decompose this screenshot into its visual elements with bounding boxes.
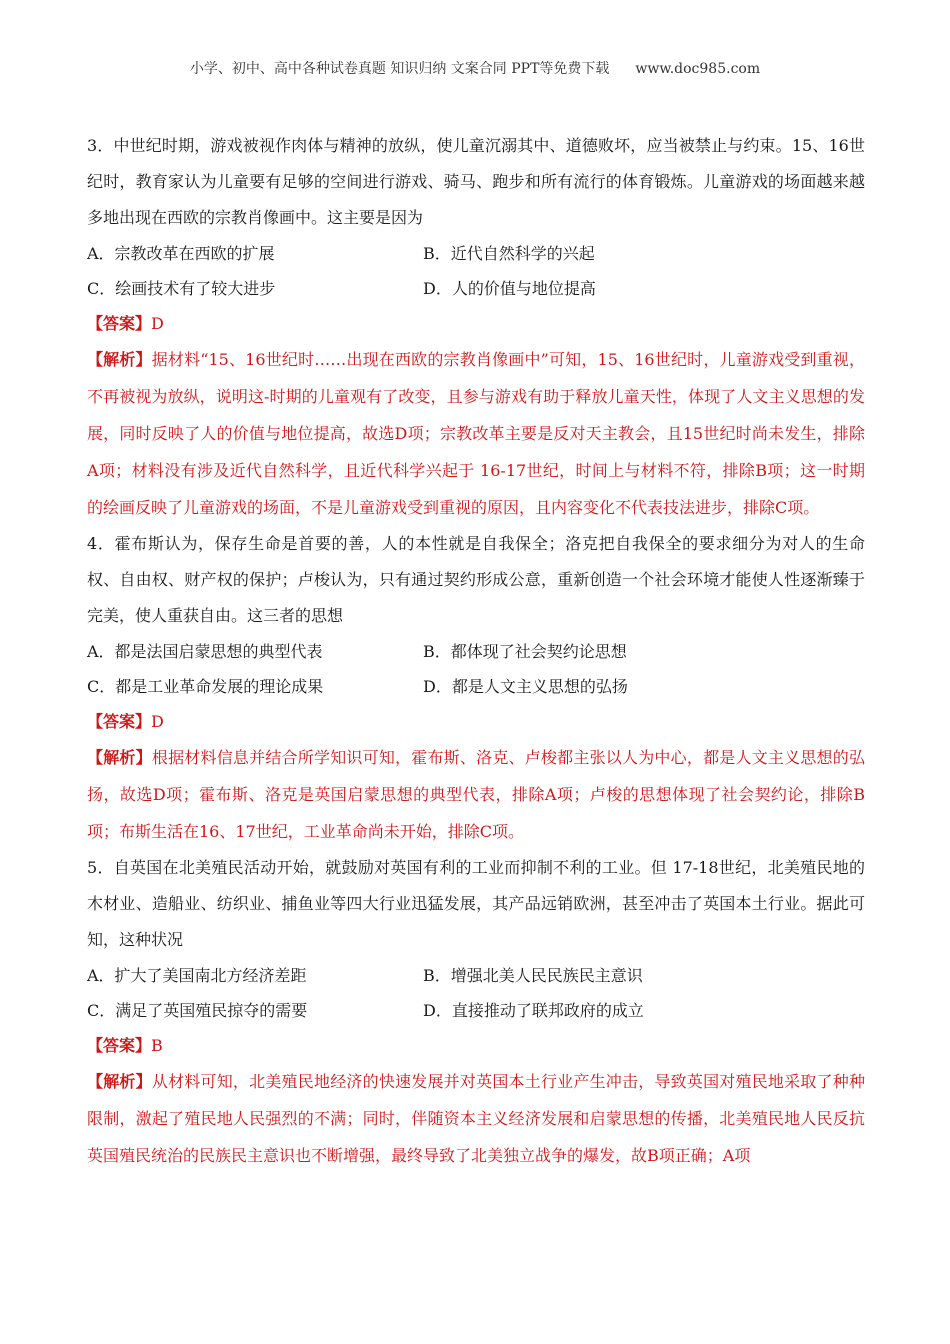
answer-value: D [151,712,164,731]
answer-line [87,306,865,341]
option-b: B．都体现了社会契约论思想 [423,642,627,661]
options-row [87,958,865,993]
question-stem: 3．中世纪时期，游戏被视作肉体与精神的放纵，使儿童沉溺其中、道德败坏，应当被禁止与约束。15、16世纪时，教育家认为儿童要有足够的空间进行游戏、骑马、跑步和所有流行的体育锻炼。儿童游戏的场面越来越多地出现在西欧的宗教肖像画中。这主要是因为 [87,136,865,227]
options-row [87,993,865,1028]
options-row [87,236,865,271]
option-d: D．直接推动了联邦政府的成立 [423,1001,644,1020]
question-stem: 5．自英国在北美殖民活动开始，就鼓励对英国有利的工业而抑制不利的工业。但 17-18世纪，北美殖民地的木材业、造船业、纺织业、捕鱼业等四大行业迅猛发展，其产品远销欧洲，甚至冲击了英国本土行业。据此可知，这种状况 [87,858,865,949]
option-d: D．都是人文主义思想的弘扬 [423,677,628,696]
option-c: C．都是工业革命发展的理论成果 [87,677,324,696]
options-row [87,669,865,704]
header-url[interactable]: www.doc985.com [635,61,761,77]
question-stem: 4．霍布斯认为，保存生命是首要的善，人的本性就是自我保全；洛克把自我保全的要求细分为对人的生命权、自由权、财产权的保护；卢梭认为，只有通过契约形成公意，重新创造一个社会环境才能使人性逐渐臻于完美，使人重获自由。这三者的思想 [87,534,865,625]
analysis-text: 据材料“15、16世纪时……出现在西欧的宗教肖像画中”可知，15、16世纪时，儿童游戏受到重视，不再被视为放纵，说明这-时期的儿童观有了改变，且参与游戏有助于释放儿童天性，体现了人文主义思想的发展，同时反映了人的价值与地位提高，故选D项；宗教改革主要是反对天主教会，且15世纪时尚未发生，排除A项；材料没有涉及近代自然科学，且近代科学兴起于 16-17世纪，时间上与材料不符，排除B项；这一时期的绘画反映了儿童游戏的场面，不是儿童游戏受到重视的原因，且内容变化不代表技法进步，排除C项。 [87,350,865,517]
analysis-text: 根据材料信息并结合所学知识可知，霍布斯、洛克、卢梭都主张以人为中心，都是人文主义思想的弘扬，故选D项；霍布斯、洛克是英国启蒙思想的典型代表，排除A项；卢梭的思想体现了社会契约论，排除B项；布斯生活在16、17世纪，工业革命尚未开始，排除C项。 [87,748,865,841]
analysis-tag: 【解析】 [87,1072,152,1091]
analysis-paragraph [87,341,865,526]
answer-line [87,1028,865,1063]
analysis-tag: 【解析】 [87,748,152,767]
option-b: B．增强北美人民民族民主意识 [423,966,643,985]
document-body [87,128,865,1174]
question-5 [87,850,865,1174]
answer-value: B [151,1036,163,1055]
page-header [0,58,950,78]
option-b: B．近代自然科学的兴起 [423,244,595,263]
analysis-paragraph [87,739,865,850]
analysis-tag: 【解析】 [87,350,152,369]
options-row [87,271,865,306]
question-3 [87,128,865,526]
header-text: 小学、初中、高中各种试卷真题 知识归纳 文案合同 PPT等免费下载 [189,61,610,77]
options-row [87,634,865,669]
option-a: A．都是法国启蒙思想的典型代表 [87,642,323,661]
option-a: A．宗教改革在西欧的扩展 [87,244,275,263]
question-4 [87,526,865,850]
analysis-paragraph [87,1063,865,1174]
option-d: D．人的价值与地位提高 [423,279,596,298]
answer-tag: 【答案】 [87,712,152,731]
option-a: A．扩大了美国南北方经济差距 [87,966,307,985]
answer-tag: 【答案】 [87,1036,152,1055]
analysis-text: 从材料可知，北美殖民地经济的快速发展并对英国本土行业产生冲击，导致英国对殖民地采取了种种限制，激起了殖民地人民强烈的不满；同时，伴随资本主义经济发展和启蒙思想的传播，北美殖民地人民反抗英国殖民统治的民族民主意识也不断增强，最终导致了北美独立战争的爆发，故B项正确；A项 [87,1072,865,1165]
option-c: C．绘画技术有了较大进步 [87,279,276,298]
answer-value: D [151,314,164,333]
option-c: C．满足了英国殖民掠夺的需要 [87,1001,308,1020]
answer-line [87,704,865,739]
answer-tag: 【答案】 [87,314,152,333]
